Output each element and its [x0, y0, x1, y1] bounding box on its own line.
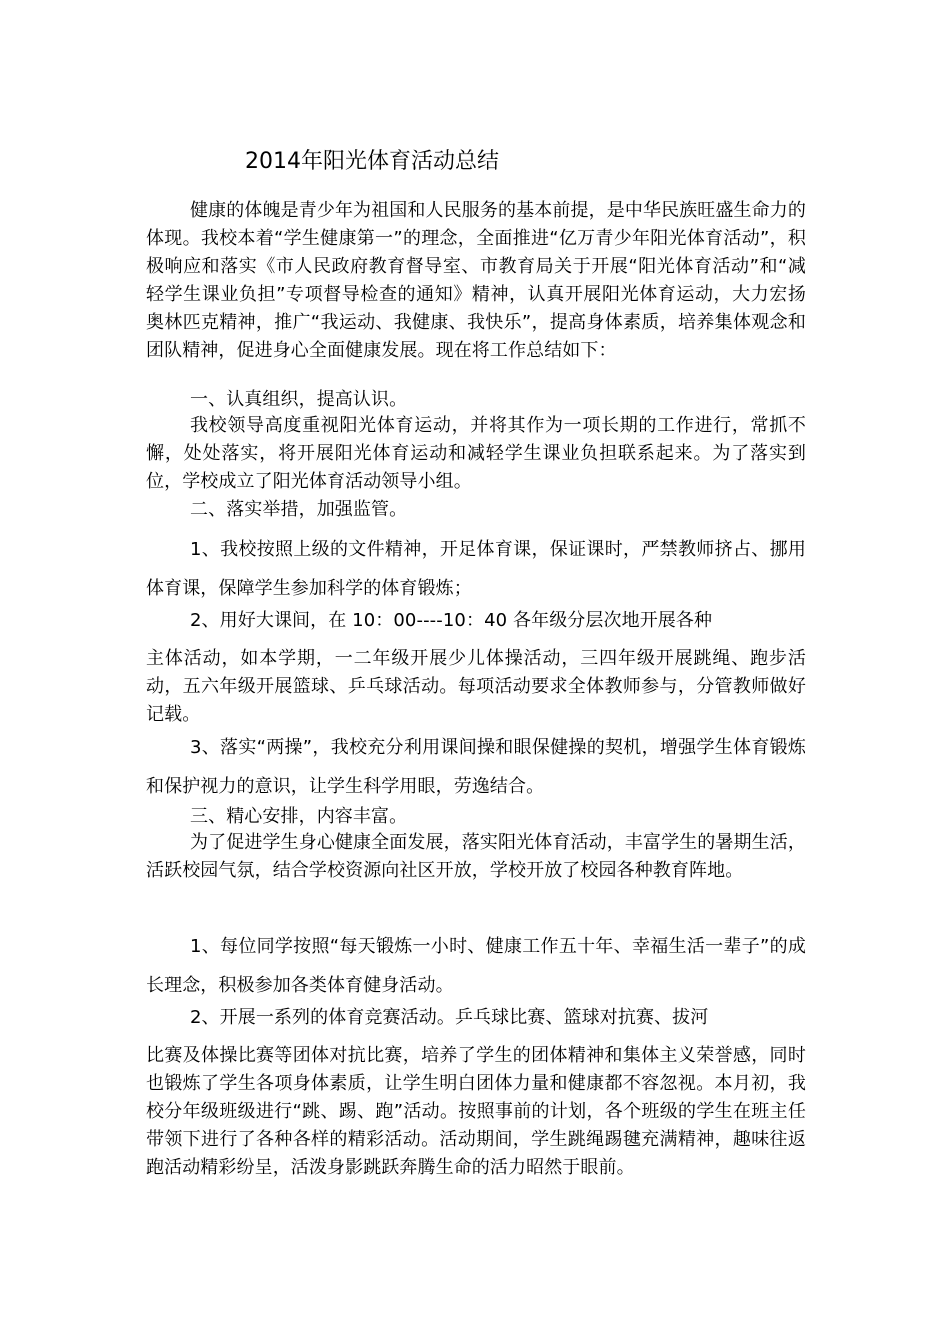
- section3-item-1: 1、每位同学按照“每天锻炼一小时、健康工作五十年、幸福生活一辈子”的成长理念，积极参加各类体育健身活动。: [146, 936, 806, 996]
- section2-item-2-continued: 主体活动，如本学期，一二年级开展少儿体操活动，三四年级开展跳绳、跑步活动，五六年级开展篮球、乒乓球活动。每项活动要求全体教师参与，分管教师做好记载。: [146, 648, 806, 725]
- document-title: 2014年阳光体育活动总结: [245, 149, 499, 174]
- section1-heading: 一、认真组织，提高认识。: [190, 389, 408, 410]
- intro-paragraph: 健康的体魄是青少年为祖国和人民服务的基本前提，是中华民族旺盛生命力的体现。我校本着“学生健康第一”的理念，全面推进“亿万青少年阳光体育活动”，积极响应和落实《市人民政府教育督导室、市教育局关于开展“阳光体育活动”和“减轻学生课业负担”专项督导检查的通知》精神，认真开展阳光体育运动，大力宏扬奥林匹克精神，推广“我运动、我健康、我快乐”，提高身体素质，培养集体观念和团队精神，促进身心全面健康发展。现在将工作总结如下：: [146, 200, 806, 361]
- section2-item-3: 3、落实“两操”，我校充分利用课间操和眼保健操的契机，增强学生体育锻炼和保护视力的意识，让学生科学用眼，劳逸结合。: [146, 737, 806, 797]
- section3-paragraph: 为了促进学生身心健康全面发展，落实阳光体育活动，丰富学生的暑期生活，活跃校园气氛，结合学校资源向社区开放，学校开放了校园各种教育阵地。: [146, 832, 806, 881]
- section3-heading: 三、精心安排，内容丰富。: [190, 806, 408, 827]
- section3-item-2-first-line: 2、开展一系列的体育竞赛活动。乒乓球比赛、篮球对抗赛、拔河: [190, 1007, 709, 1028]
- section2-heading: 二、落实举措，加强监管。: [190, 499, 408, 520]
- section1-paragraph: 我校领导高度重视阳光体育运动，并将其作为一项长期的工作进行，常抓不懈，处处落实，将开展阳光体育运动和减轻学生课业负担联系起来。为了落实到位，学校成立了阳光体育活动领导小组。: [146, 415, 806, 492]
- section3-item-2-continued: 比赛及体操比赛等团体对抗比赛，培养了学生的团体精神和集体主义荣誉感，同时也锻炼了学生各项身体素质，让学生明白团体力量和健康都不容忽视。本月初，我校分年级班级进行“跳、踢、跑”活动。按照事前的计划，各个班级的学生在班主任带领下进行了各种各样的精彩活动。活动期间，学生跳绳踢毽充满精神，趣味往返跑活动精彩纷呈，活泼身影跳跃奔腾生命的活力昭然于眼前。: [146, 1045, 806, 1178]
- section2-item-2-first-line: 2、用好大课间，在 10：00----10：40 各年级分层次地开展各种: [190, 610, 713, 631]
- section2-item-1: 1、我校按照上级的文件精神，开足体育课，保证课时，严禁教师挤占、挪用体育课，保障学生参加科学的体育锻炼；: [146, 539, 806, 599]
